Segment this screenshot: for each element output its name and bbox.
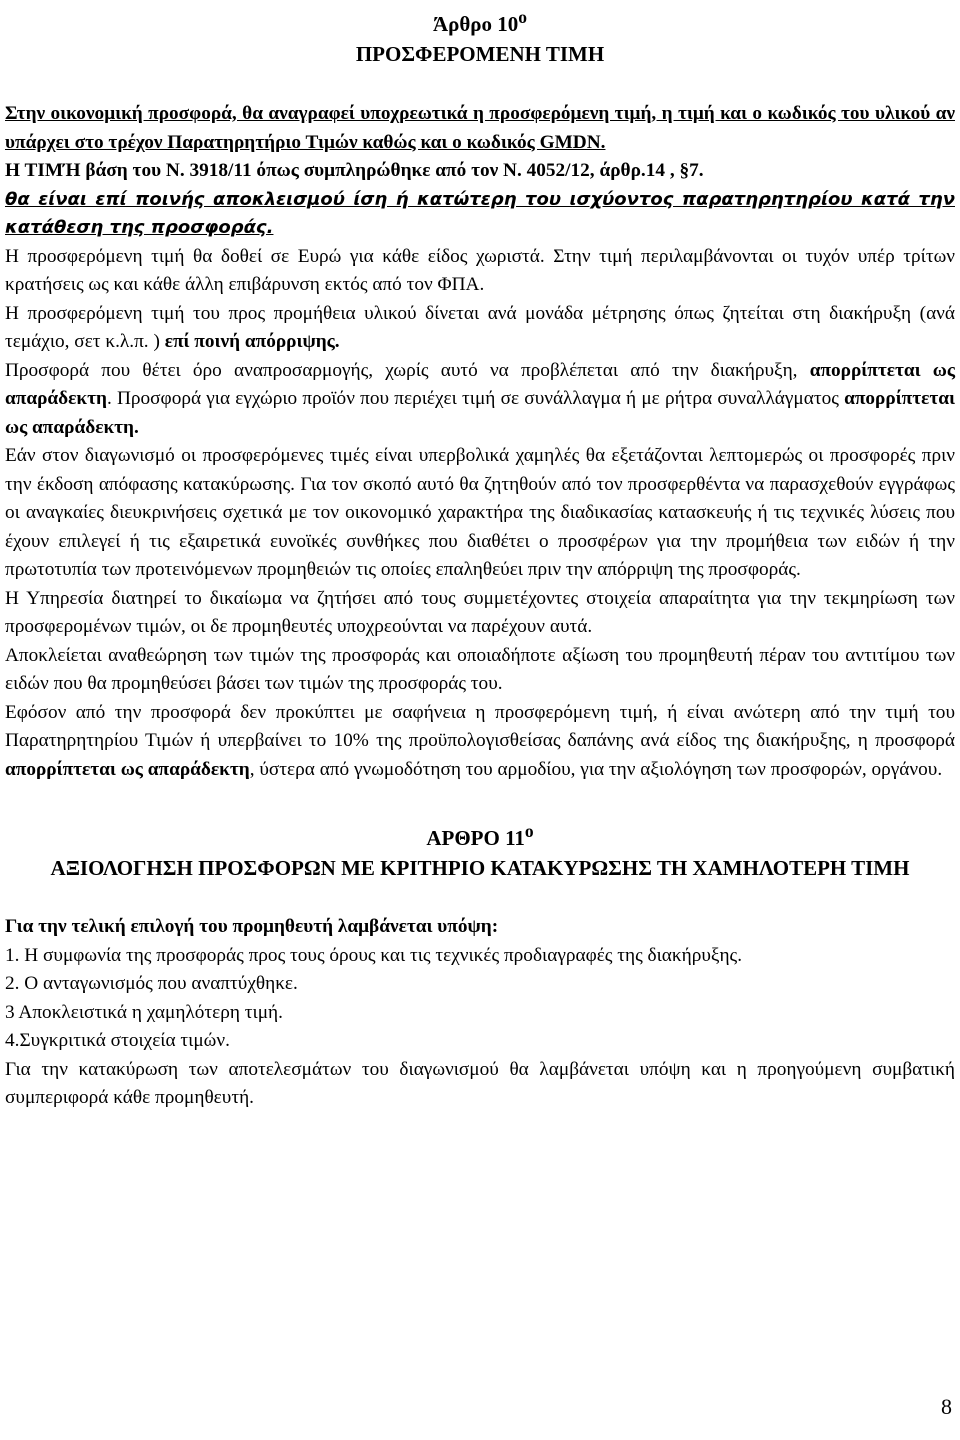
- criteria-item: 2. Ο ανταγωνισμός που αναπτύχθηκε.: [5, 973, 298, 994]
- unclear-price-reject: απορρίπτεται ως απαράδεκτη: [5, 758, 250, 780]
- article-10-subtitle: ΠΡΟΣΦΕΡΟΜΕΝΗ ΤΙΜΗ: [355, 42, 605, 66]
- adjustment-text-a: Προσφορά που θέτει όρο αναπροσαρμογής, χωρίς αυτό να προβλέπεται από την διακήρυξη,: [5, 359, 810, 381]
- adjustment-reject-a: απορρίπτεται ως απαράδεκτη: [5, 359, 955, 409]
- paragraph-unit-price: [5, 300, 955, 357]
- unclear-price-text-a: Εφόσον από την προσφορά δεν προκύπτει με σαφήνεια η προσφερόμενη τιμή, ή είναι ανώτερη από την τιμή του Παρατηρητηρίου Τιμών ή υπερβαίνει το 10% της προϋπολογισθείσας δαπάνης ανά είδος της διακήρυξης, η προσφορά: [5, 701, 955, 751]
- price-basis: Η ΤΙΜΉ βάση του Ν. 3918/11 όπως συμπληρώθηκε από τον Ν. 4052/12, άρθρ.14 , §7.: [5, 160, 704, 181]
- unit-price-penalty: επί ποινή απόρριψης.: [164, 331, 340, 352]
- penalty-clause: θα είναι επί ποινής αποκλεισμού ίση ή κατώτερη του ισχύοντος παρατηρητηρίου κατά την κατάθεση της προσφοράς.: [5, 188, 955, 238]
- criteria-item: 1. Η συμφωνία της προσφοράς προς τους όρους και τις τεχνικές προδιαγραφές της διακήρυξης.: [5, 944, 743, 966]
- paragraph-no-revision: Αποκλείεται αναθεώρηση των τιμών της προσφοράς και οποιαδήποτε αξίωση του προμηθευτή πέραν του αντιτίμου των ειδών που θα προμηθεύσει βάσει των τιμών της προσφοράς του.: [5, 644, 955, 694]
- criteria-item: 4.Συγκριτικά στοιχεία τιμών.: [5, 1030, 230, 1051]
- article-11-subtitle: ΑΞΙΟΛΟΓΗΣΗ ΠΡΟΣΦΟΡΩΝ ΜΕ ΚΡΙΤΗΡΙΟ ΚΑΤΑΚΥΡΩΣΗΣ ΤΗ ΧΑΜΗΛΟΤΕΡΗ ΤΙΜΗ: [50, 856, 910, 880]
- paragraph-adjustment: [5, 357, 955, 443]
- paragraph-low-prices: Εάν στον διαγωνισμό οι προσφερόμενες τιμές είναι υπερβολικά χαμηλές θα εξετάζονται λεπτομερώς οι προσφορές πριν την έκδοση απόφασης κατακύρωσης. Για τον σκοπό αυτό θα ζητηθούν από τον προσφερθέντα να παρασχεθούν εγγράφως οι αναγκαίες διευκρινήσεις σχετικά με τον οικονομικό χαρακτήρα της διαδικασίας κατασκευής ή τις τεχνικές λύσεις που έχουν επιλεγεί ή τις εξαιρετικά ευνοϊκές συνθήκες που διαθέτει ο προσφέρων για την προμήθεια των ειδών ή την πρωτοτυπία των προτεινόμενων προμηθειών τις οποίες επαληθεύει πριν την απόρριψη της προσφοράς.: [5, 445, 955, 580]
- paragraph-currency: Η προσφερόμενη τιμή θα δοθεί σε Ευρώ για κάθε είδος χωριστά. Στην τιμή περιλαμβάνονται οι τυχόν υπέρ τρίτων κρατήσεις ως και κάθε άλλη επιβάρυνση εκτός από τον ΦΠΑ.: [5, 245, 955, 295]
- adjustment-text-b: . Προσφορά για εγχώριο προϊόν που περιέχει τιμή σε συνάλλαγμα ή με ρήτρα συναλλάγματος: [106, 388, 845, 409]
- page-number: 8: [941, 1394, 952, 1419]
- underlined-intro: Στην οικονομική προσφορά, θα αναγραφεί υποχρεωτικά η προσφερόμενη τιμή, η τιμή και ο κωδικός του υλικού αν υπάρχει στο τρέχον Παρατηρητήριο Τιμών καθώς και ο κωδικός GMDN.: [5, 103, 955, 153]
- adjustment-reject-b: απορρίπτεται ως απαράδεκτη.: [5, 388, 955, 438]
- document-page: [5, 0, 955, 1113]
- article-10-ordinal: ο: [518, 7, 528, 27]
- article-10-title-text: Άρθρο 10: [432, 12, 519, 36]
- paragraph-unclear-price: [5, 699, 955, 785]
- unit-price-text: Η προσφερόμενη τιμή του προς προμήθεια υλικού δίνεται ανά μονάδα μέτρησης όπως ζητείται στη διακήρυξη (ανά τεμάχιο, σετ κ.λ.π. ): [5, 302, 955, 352]
- unclear-price-text-b: , ύστερα από γνωμοδότηση του αρμοδίου, για την αξιολόγηση των προσφορών, οργάνου.: [249, 758, 943, 780]
- article-11-title-text: ΑΡΘΡΟ 11: [426, 826, 525, 850]
- article-11-ordinal: ο: [524, 821, 534, 841]
- article-11-title: [5, 816, 955, 853]
- closing-paragraph: Για την κατακύρωση των αποτελεσμάτων του διαγωνισμού θα λαμβάνεται υπόψη και η προηγούμενη συμβατική συμπεριφορά κάθε προμηθευτή.: [5, 1058, 955, 1108]
- article-10-title: [5, 2, 955, 39]
- criteria-title: Για την τελική επιλογή του προμηθευτή λαμβάνεται υπόψη:: [5, 916, 499, 937]
- criteria-item: 3 Αποκλειστικά η χαμηλότερη τιμή.: [5, 1001, 283, 1023]
- paragraph-service-rights: Η Υπηρεσία διατηρεί το δικαίωμα να ζητήσει από τους συμμετέχοντες στοιχεία απαραίτητα για την τεκμηρίωση των προσφερομένων τιμών, οι δε προμηθευτές υποχρεούνται να παρέχουν αυτά.: [5, 587, 955, 637]
